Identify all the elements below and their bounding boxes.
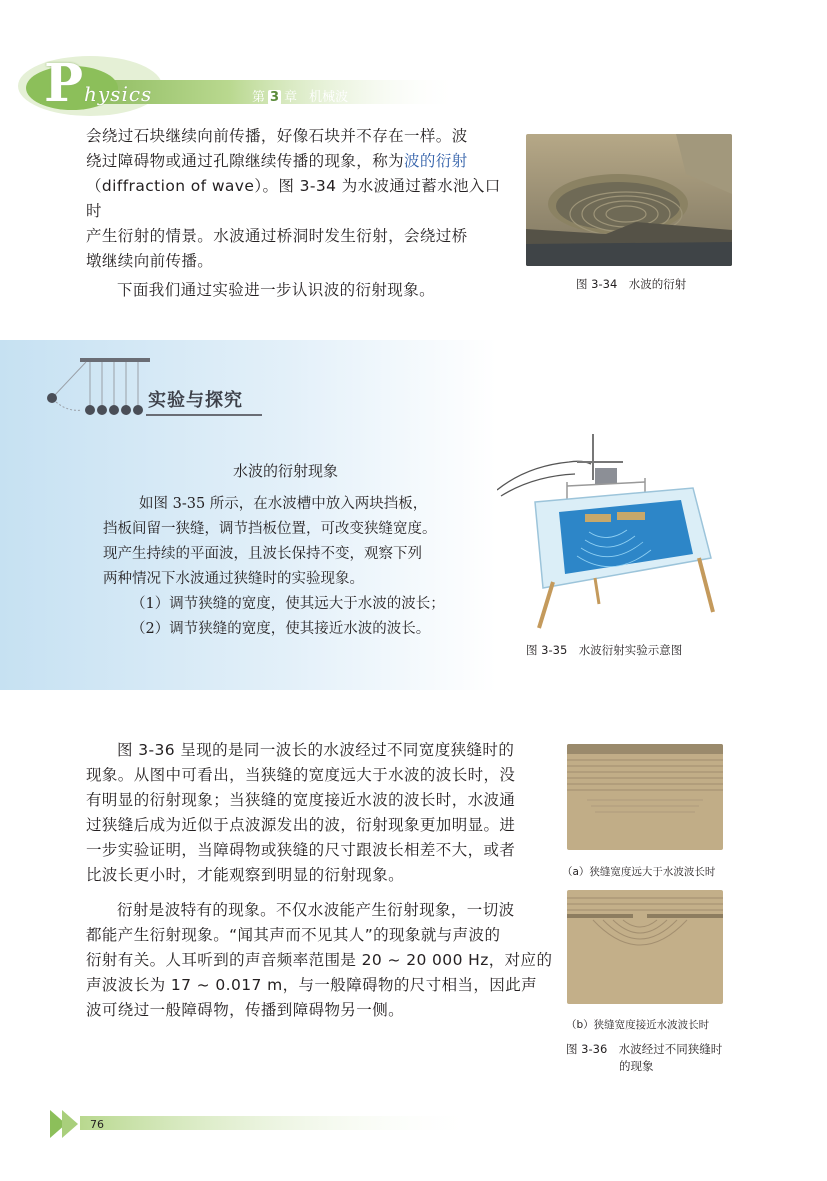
experiment-text: [103, 492, 496, 642]
experiment-line: 如图 3-35 所示，在水波槽中放入两块挡板，: [139, 496, 428, 512]
intro-line-text: 绕过障碍物或通过孔隙继续传播的现象，称为: [86, 152, 405, 170]
paragraph-line: 图 3-36 呈现的是同一波长的水波经过不同宽度狭缝时的: [117, 741, 515, 759]
experiment-line: 挡板间留一狭缝，调节挡板位置，可改变狭缝宽度。: [103, 521, 437, 537]
chapter-label: [252, 86, 348, 105]
paragraph-line: 衍射是波特有的现象。不仅水波能产生衍射现象，一切波: [117, 901, 515, 919]
exploration-title: 实验与探究: [148, 390, 243, 411]
figure-3-34-photo: [526, 134, 732, 266]
paragraph-line: 现象。从图中可看出，当狭缝的宽度远大于水波的波长时，没: [86, 766, 516, 784]
figure-3-36a-caption: （a）狭缝宽度远大于水波波长时: [562, 866, 716, 878]
figure-3-36a-photo: [567, 744, 723, 850]
paragraph-line: 波可绕过一般障碍物，传播到障碍物另一侧。: [86, 1001, 405, 1019]
chapter-title: 机械波: [309, 90, 349, 105]
figure-3-36-caption-line1: 图 3-36 水波经过不同狭缝时: [566, 1042, 723, 1056]
newtons-cradle-icon: [46, 356, 150, 418]
paragraph-2: [86, 738, 556, 888]
physics-logo-text: hysics: [84, 82, 153, 106]
paragraph-line: 声波波长为 17 ~ 0.017 m，与一般障碍物的尺寸相当，因此声: [86, 976, 537, 994]
paragraph-line: 都能产生衍射现象。“闻其声而不见其人”的现象就与声波的: [86, 926, 501, 944]
chapter-prefix: 第: [252, 90, 266, 105]
intro-line: （diffraction of wave）。图 3-34 为水波通过蓄水池入口时: [86, 177, 501, 220]
physics-logo-initial: P: [44, 53, 84, 114]
figure-3-36b-caption: （b）狭缝宽度接近水波波长时: [566, 1019, 710, 1031]
experiment-item-1: （1）调节狭缝的宽度，使其远大于水波的波长；: [131, 596, 445, 612]
paragraph-line: 衍射有关。人耳听到的声音频率范围是 20 ~ 20 000 Hz，对应的: [86, 951, 553, 969]
figure-3-36b-photo: [567, 890, 723, 1004]
paragraph-line: 一步实验证明，当障碍物或狭缝的尺寸跟波长相差不大，或者: [86, 841, 516, 859]
experiment-item-2: （2）调节狭缝的宽度，使其接近水波的波长。: [131, 621, 431, 637]
paragraph-line: 比波长更小时，才能观察到明显的衍射现象。: [86, 866, 405, 884]
experiment-heading: 水波的衍射现象: [233, 462, 339, 480]
chapter-number: 3: [270, 90, 280, 105]
intro-line: 会绕过石块继续向前传播，好像石块并不存在一样。波: [86, 127, 468, 145]
experiment-line: 现产生持续的平面波，且波长保持不变，观察下列: [103, 546, 422, 562]
figure-3-35-illustration: [497, 432, 727, 632]
paragraph-3: [86, 898, 556, 1023]
figure-3-35-caption: 图 3-35 水波衍射实验示意图: [526, 643, 683, 657]
footer-band: [0, 1106, 480, 1142]
term-wave-diffraction: 波的衍射: [404, 152, 468, 170]
intro-line: 下面我们通过实验进一步认识波的衍射现象。: [117, 281, 436, 299]
intro-line: [86, 149, 516, 174]
paragraph-line: 有明显的衍射现象；当狭缝的宽度接近水波的波长时，水波通: [86, 791, 516, 809]
figure-3-34-caption: 图 3-34 水波的衍射: [576, 277, 687, 291]
intro-line: 墩继续向前传播。: [86, 252, 214, 270]
paragraph-line: 过狭缝后成为近似于点波源发出的波，衍射现象更加明显。进: [86, 816, 516, 834]
exploration-title-underline: [146, 414, 262, 416]
chapter-suffix: 章: [284, 90, 298, 105]
experiment-line: 两种情况下水波通过狭缝时的实验现象。: [103, 571, 364, 587]
page-number: 76: [90, 1118, 104, 1131]
intro-line: 产生衍射的情景。水波通过桥洞时发生衍射，会绕过桥: [86, 227, 468, 245]
figure-3-36-caption-line2: 的现象: [619, 1059, 654, 1073]
intro-paragraph: [86, 124, 516, 303]
